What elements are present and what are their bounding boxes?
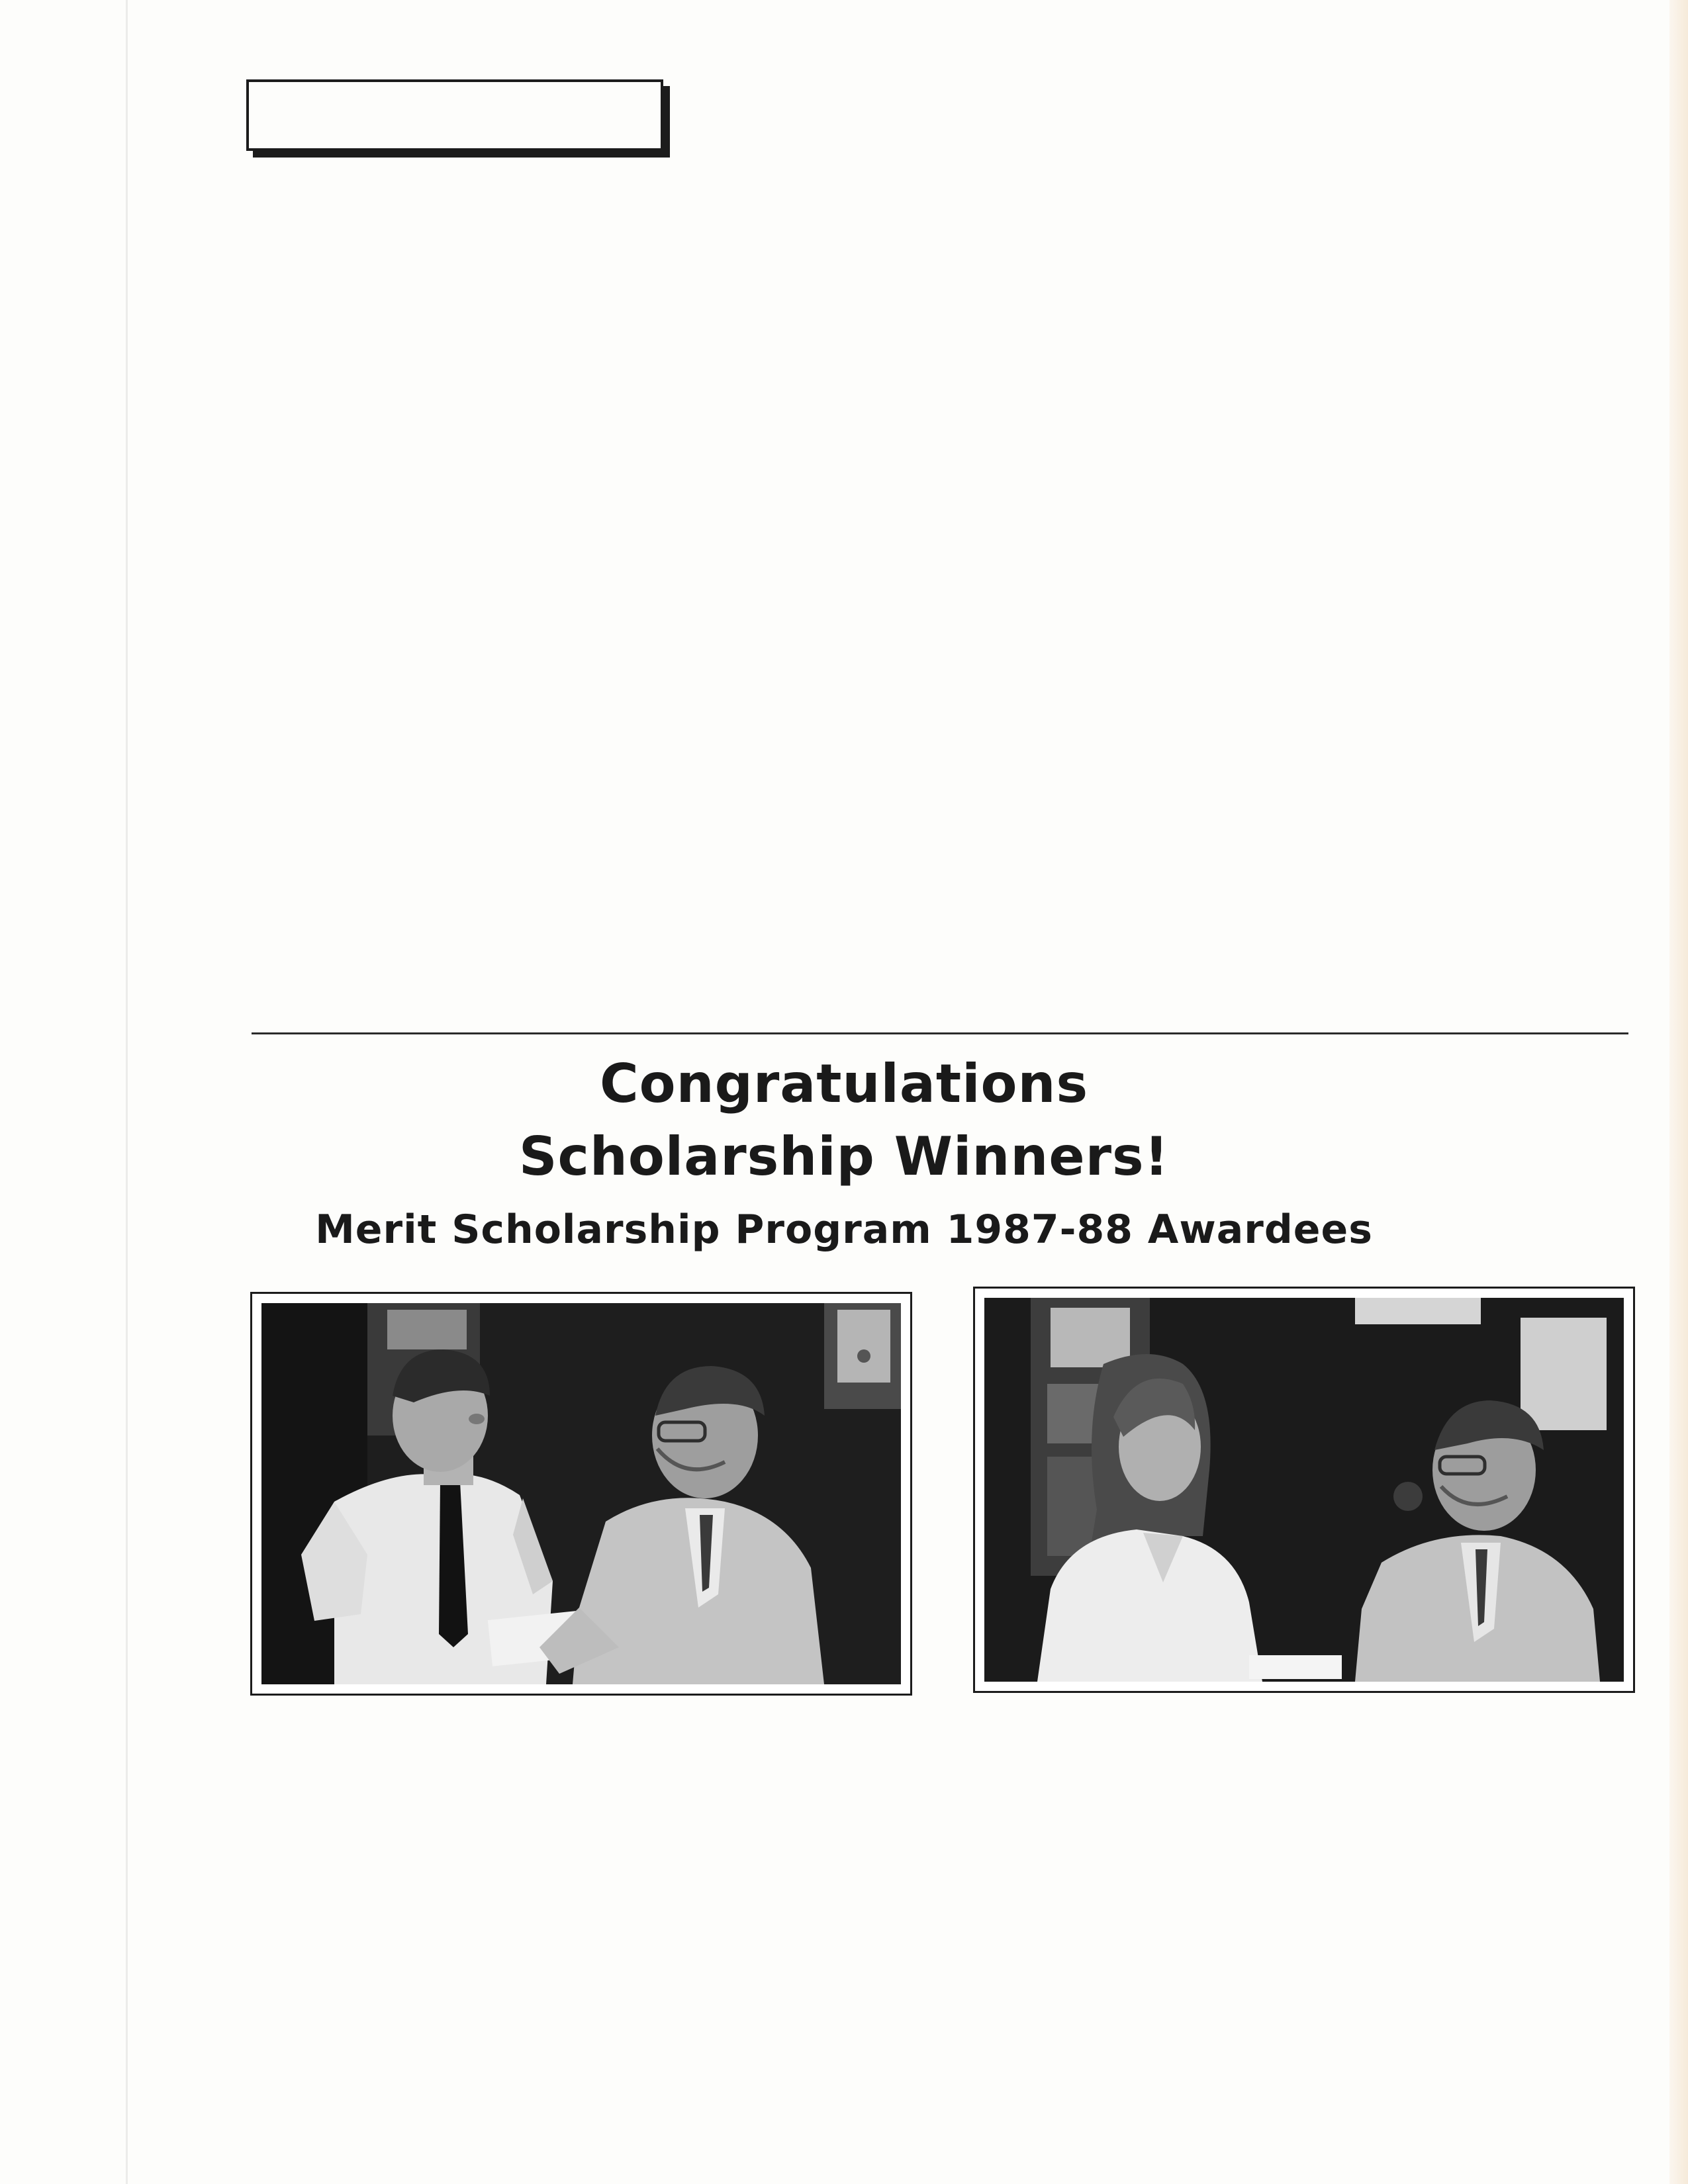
section-divider — [252, 1032, 1628, 1034]
subheadline-program-awardees: Merit Scholarship Program 1987-88 Awardees — [315, 1206, 1373, 1253]
photo-female-winner — [984, 1298, 1624, 1682]
photo-male-winner — [261, 1303, 901, 1684]
photo-frame-right — [973, 1287, 1635, 1693]
empty-title-box — [246, 79, 663, 151]
headline-scholarship-winners: Scholarship Winners! — [518, 1126, 1170, 1187]
photo-frame-left — [250, 1292, 912, 1696]
headline-congratulations: Congratulations — [599, 1053, 1089, 1115]
